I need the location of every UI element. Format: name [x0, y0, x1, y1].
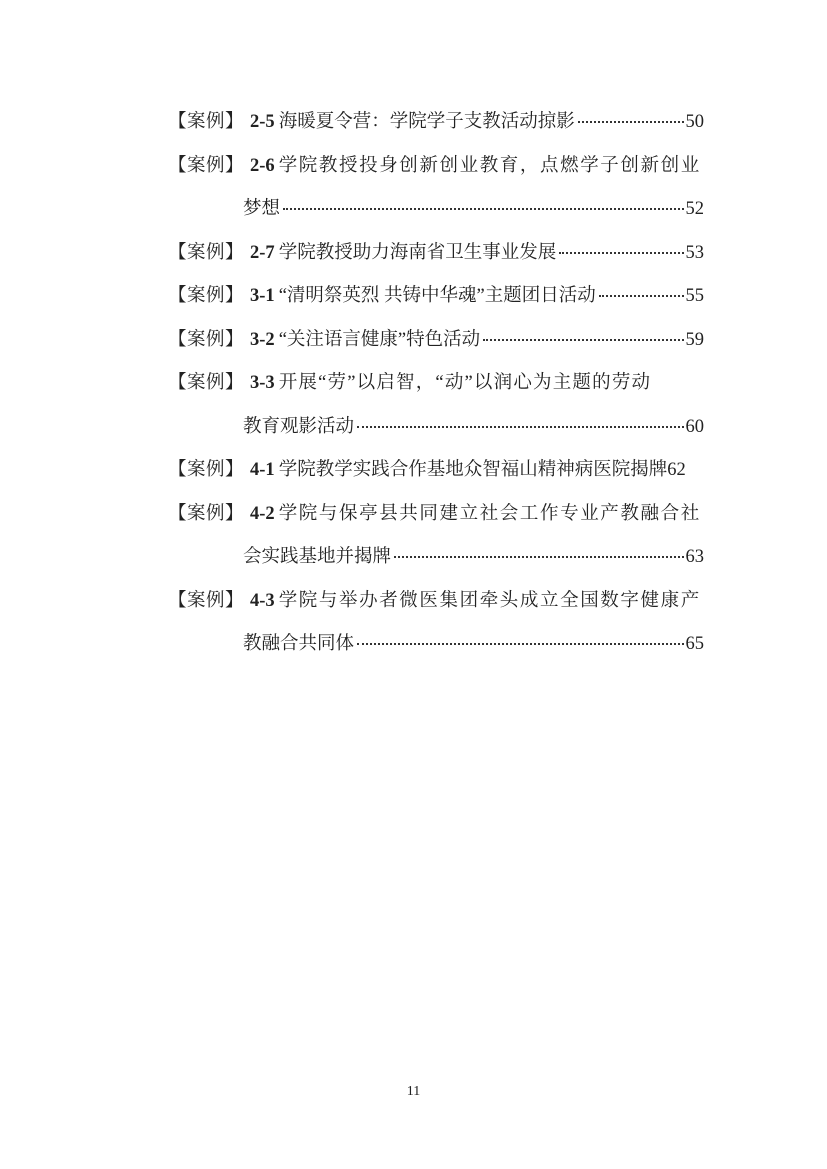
toc-entry-title-continued: 教融合共同体 [243, 634, 355, 654]
toc-entry-title: “关注语言健康”特色活动 [278, 329, 481, 350]
toc-entry-number: 4-3 [250, 590, 275, 611]
toc-entry[interactable] [168, 104, 704, 148]
toc-entry-page: 59 [685, 329, 704, 350]
toc-entry[interactable] [168, 322, 704, 366]
toc-entry-label: 【案例】 [168, 155, 245, 176]
toc-entry-title: “清明祭英烈 共铸中华魂”主题团日活动 [278, 286, 596, 306]
toc-entry[interactable] [168, 496, 704, 583]
toc-entry-number: 4-1 [250, 460, 275, 480]
toc-entry-label: 【案例】 [168, 460, 245, 480]
toc-entry-title: 学院教学实践合作基地众智福山精神病医院揭牌 [278, 460, 668, 480]
dot-leader [483, 339, 683, 341]
dot-leader [357, 643, 683, 645]
toc-entry-title-continued: 教育观影活动 [243, 416, 355, 437]
toc-entry-page: 65 [685, 634, 704, 654]
toc-entry-title: 学院与保亭县共同建立社会工作专业产教融合社 [278, 503, 701, 524]
dot-leader [599, 295, 684, 297]
toc-entry-label: 【案例】 [168, 503, 245, 524]
toc-entry-page: 60 [685, 416, 704, 437]
toc-entry-number: 2-5 [250, 112, 275, 132]
toc-entry-title: 海暖夏令营：学院学子支教活动掠影 [278, 112, 575, 132]
toc-entry[interactable] [168, 278, 704, 322]
dot-leader [283, 208, 683, 210]
page-number: 11 [406, 1084, 421, 1099]
toc-entry-label: 【案例】 [168, 112, 245, 132]
toc-entry[interactable] [168, 583, 704, 670]
toc-entry-label: 【案例】 [168, 373, 245, 393]
toc-entry-page: 53 [685, 242, 704, 263]
toc-entry[interactable] [168, 452, 704, 496]
toc-entry[interactable] [168, 235, 704, 279]
dot-leader [357, 426, 683, 428]
toc-entry-title: 学院与举办者微医集团牵头成立全国数字健康产 [278, 590, 701, 611]
toc-entry[interactable] [168, 365, 704, 452]
toc-entry-number: 2-6 [250, 155, 275, 176]
toc-entry-label: 【案例】 [168, 286, 245, 306]
toc-entry-title: 学院教授投身创新创业教育，点燃学子创新创业 [278, 155, 701, 176]
dot-leader [394, 556, 683, 558]
toc-entry-page: 62 [667, 460, 686, 480]
toc-entry-number: 3-2 [250, 329, 275, 350]
toc-entry[interactable] [168, 148, 704, 235]
toc-entry-page: 55 [685, 286, 704, 306]
toc-entry-label: 【案例】 [168, 242, 245, 263]
toc-entry-page: 50 [685, 112, 704, 132]
toc-entry-title-continued: 梦想 [243, 199, 281, 219]
toc-entry-label: 【案例】 [168, 329, 245, 350]
toc-entry-number: 3-1 [250, 286, 275, 306]
toc-entry-number: 4-2 [250, 503, 275, 524]
toc-entry-page: 63 [685, 547, 704, 567]
toc-entry-label: 【案例】 [168, 590, 245, 611]
dot-leader [578, 121, 684, 123]
toc-entry-number: 3-3 [250, 373, 275, 393]
dot-leader [559, 252, 683, 254]
toc-entry-page: 52 [685, 199, 704, 219]
toc-entry-title: 学院教授助力海南省卫生事业发展 [278, 242, 557, 263]
toc-entry-title: 开展“劳”以启智，“动”以润心为主题的劳动 [278, 373, 652, 393]
toc-entry-title-continued: 会实践基地并揭牌 [243, 547, 392, 567]
toc-entry-number: 2-7 [250, 242, 275, 263]
table-of-contents [168, 104, 704, 670]
